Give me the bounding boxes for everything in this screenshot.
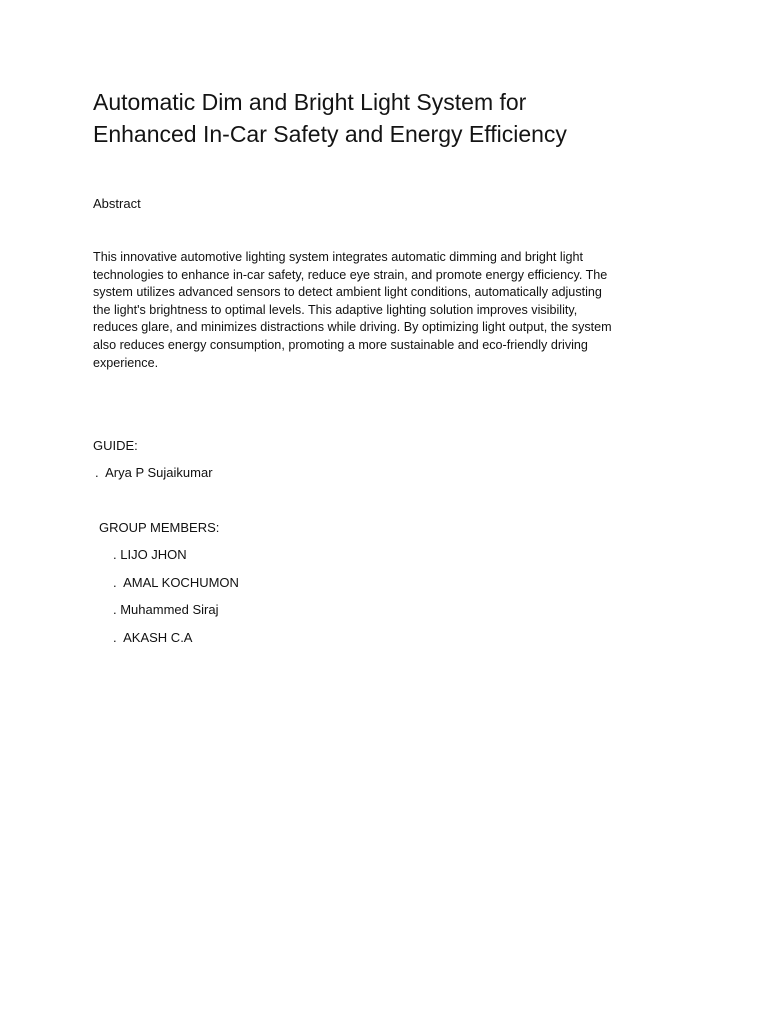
abstract-line: experience.	[93, 355, 159, 370]
guide-heading: GUIDE:	[93, 438, 138, 453]
abstract-paragraph	[93, 249, 673, 372]
abstract-line: system utilizes advanced sensors to detect ambient light conditions, automatically adjusting	[93, 285, 602, 300]
abstract-line: This innovative automotive lighting system integrates automatic dimming and bright light	[93, 250, 584, 264]
group-members-heading: GROUP MEMBERS:	[99, 520, 220, 535]
title-line-2: Enhanced In-Car Safety and Energy Efficiency	[93, 121, 567, 147]
abstract-line: reduces glare, and minimizes distractions while driving. By optimizing light output, the system	[93, 320, 612, 335]
guide-name: . Arya P Sujaikumar	[95, 465, 213, 480]
document-title	[93, 86, 713, 150]
group-member: . AKASH C.A	[113, 630, 193, 645]
title-line-1: Automatic Dim and Bright Light System for	[93, 89, 527, 115]
abstract-line: also reduces energy consumption, promoting a more sustainable and eco-friendly driving	[93, 337, 588, 352]
abstract-heading: Abstract	[93, 196, 141, 211]
group-member: . AMAL KOCHUMON	[113, 575, 239, 590]
group-member: . Muhammed Siraj	[113, 602, 219, 617]
abstract-line: technologies to enhance in-car safety, reduce eye strain, and promote energy efficiency. The	[93, 267, 608, 282]
abstract-line: the light's brightness to optimal levels. This adaptive lighting solution improves visibility,	[93, 302, 578, 317]
group-member: . LIJO JHON	[113, 547, 187, 562]
